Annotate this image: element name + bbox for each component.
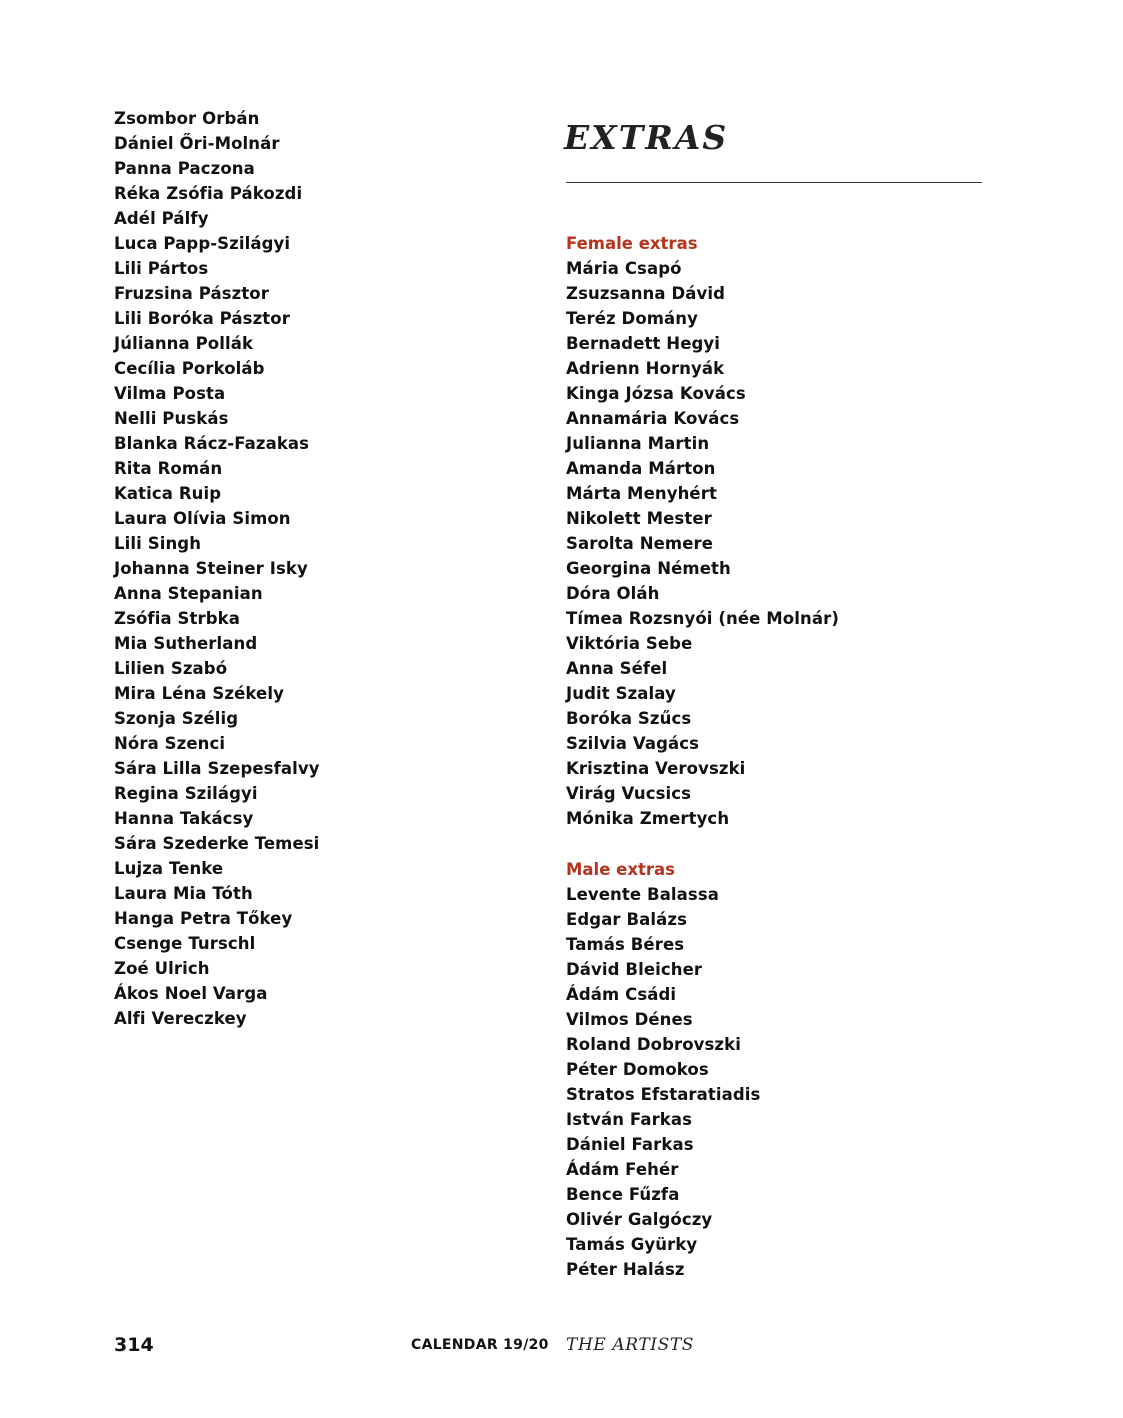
list-item: Fruzsina Pásztor bbox=[114, 284, 269, 303]
list-item: Krisztina Verovszki bbox=[566, 759, 746, 778]
list-item: Lujza Tenke bbox=[114, 859, 224, 878]
heading-divider bbox=[566, 182, 982, 183]
list-item: Judit Szalay bbox=[566, 684, 676, 703]
list-item: Lili Pártos bbox=[114, 259, 209, 278]
list-item: Nikolett Mester bbox=[566, 509, 712, 528]
list-item: Péter Domokos bbox=[566, 1060, 709, 1079]
list-item: Szilvia Vagács bbox=[566, 734, 700, 753]
list-item: Sarolta Nemere bbox=[566, 534, 714, 553]
list-item: Szonja Szélig bbox=[114, 709, 239, 728]
list-item: Zsófia Strbka bbox=[114, 609, 240, 628]
list-item: Blanka Rácz-Fazakas bbox=[114, 434, 310, 453]
list-item: Regina Szilágyi bbox=[114, 784, 258, 803]
list-item: Annamária Kovács bbox=[566, 409, 740, 428]
list-item: Vilmos Dénes bbox=[566, 1010, 693, 1029]
list-item: Panna Paczona bbox=[114, 159, 255, 178]
list-item: Roland Dobrovszki bbox=[566, 1035, 741, 1054]
list-item: Olivér Galgóczy bbox=[566, 1210, 713, 1229]
list-item: Edgar Balázs bbox=[566, 910, 688, 929]
list-item: Ádám Csádi bbox=[566, 985, 677, 1004]
list-item: Kinga Józsa Kovács bbox=[566, 384, 746, 403]
list-item: Levente Balassa bbox=[566, 885, 719, 904]
list-item: Ádám Fehér bbox=[566, 1160, 679, 1179]
cast-column-left bbox=[114, 106, 320, 1031]
list-item: Rita Román bbox=[114, 459, 223, 478]
list-item: Teréz Domány bbox=[566, 309, 698, 328]
list-item: Julianna Martin bbox=[566, 434, 710, 453]
list-item: Tamás Béres bbox=[566, 935, 685, 954]
list-item: Anna Séfel bbox=[566, 659, 668, 678]
section-heading: EXTRAS bbox=[564, 118, 729, 157]
list-item: Zoé Ulrich bbox=[114, 959, 210, 978]
list-item: Adrienn Hornyák bbox=[566, 359, 725, 378]
list-item: Nóra Szenci bbox=[114, 734, 226, 753]
list-item: Boróka Szűcs bbox=[566, 709, 692, 728]
list-item: Dávid Bleicher bbox=[566, 960, 703, 979]
male-extras-heading: Male extras bbox=[566, 860, 675, 879]
list-item: Johanna Steiner Isky bbox=[114, 559, 308, 578]
list-item: Zsombor Orbán bbox=[114, 109, 260, 128]
list-item: Viktória Sebe bbox=[566, 634, 693, 653]
list-item: Laura Mia Tóth bbox=[114, 884, 253, 903]
section-title: THE ARTISTS bbox=[566, 1335, 695, 1355]
list-item: Dániel Farkas bbox=[566, 1135, 694, 1154]
list-item: Sára Szederke Temesi bbox=[114, 834, 320, 853]
female-extras-heading: Female extras bbox=[566, 234, 698, 253]
list-item: Zsuzsanna Dávid bbox=[566, 284, 726, 303]
list-item: Alfi Vereczkey bbox=[114, 1009, 247, 1028]
list-item: Lili Boróka Pásztor bbox=[114, 309, 290, 328]
male-extras-list bbox=[566, 882, 760, 1282]
publication-title: CALENDAR 19/20 bbox=[411, 1337, 549, 1353]
list-item: Dóra Oláh bbox=[566, 584, 660, 603]
list-item: Tamás Gyürky bbox=[566, 1235, 698, 1254]
list-item: Ákos Noel Varga bbox=[114, 984, 268, 1003]
list-item: Virág Vucsics bbox=[566, 784, 692, 803]
female-extras-list bbox=[566, 256, 839, 831]
list-item: Cecília Porkoláb bbox=[114, 359, 265, 378]
page-number: 314 bbox=[114, 1334, 154, 1356]
list-item: Lilien Szabó bbox=[114, 659, 228, 678]
list-item: Mia Sutherland bbox=[114, 634, 258, 653]
female-extras-group bbox=[566, 231, 839, 831]
list-item: Sára Lilla Szepesfalvy bbox=[114, 759, 320, 778]
list-item: Adél Pálfy bbox=[114, 209, 209, 228]
list-item: Stratos Efstaratiadis bbox=[566, 1085, 761, 1104]
name-list-left bbox=[114, 106, 320, 1031]
list-item: Katica Ruip bbox=[114, 484, 222, 503]
list-item: Luca Papp-Szilágyi bbox=[114, 234, 291, 253]
list-item: Csenge Turschl bbox=[114, 934, 256, 953]
list-item: Mira Léna Székely bbox=[114, 684, 284, 703]
list-item: Bence Fűzfa bbox=[566, 1185, 680, 1204]
list-item: Anna Stepanian bbox=[114, 584, 263, 603]
list-item: Laura Olívia Simon bbox=[114, 509, 291, 528]
list-item: Amanda Márton bbox=[566, 459, 716, 478]
list-item: Hanna Takácsy bbox=[114, 809, 254, 828]
list-item: Vilma Posta bbox=[114, 384, 226, 403]
list-item: Tímea Rozsnyói (née Molnár) bbox=[566, 609, 839, 628]
list-item: István Farkas bbox=[566, 1110, 693, 1129]
list-item: Dániel Őri-Molnár bbox=[114, 134, 280, 153]
list-item: Hanga Petra Tőkey bbox=[114, 909, 293, 928]
list-item: Júlianna Pollák bbox=[114, 334, 254, 353]
list-item: Mónika Zmertych bbox=[566, 809, 730, 828]
list-item: Réka Zsófia Pákozdi bbox=[114, 184, 303, 203]
list-item: Bernadett Hegyi bbox=[566, 334, 721, 353]
list-item: Lili Singh bbox=[114, 534, 202, 553]
list-item: Péter Halász bbox=[566, 1260, 685, 1279]
list-item: Márta Menyhért bbox=[566, 484, 717, 503]
male-extras-group bbox=[566, 857, 760, 1282]
list-item: Mária Csapó bbox=[566, 259, 682, 278]
list-item: Georgina Németh bbox=[566, 559, 731, 578]
list-item: Nelli Puskás bbox=[114, 409, 229, 428]
